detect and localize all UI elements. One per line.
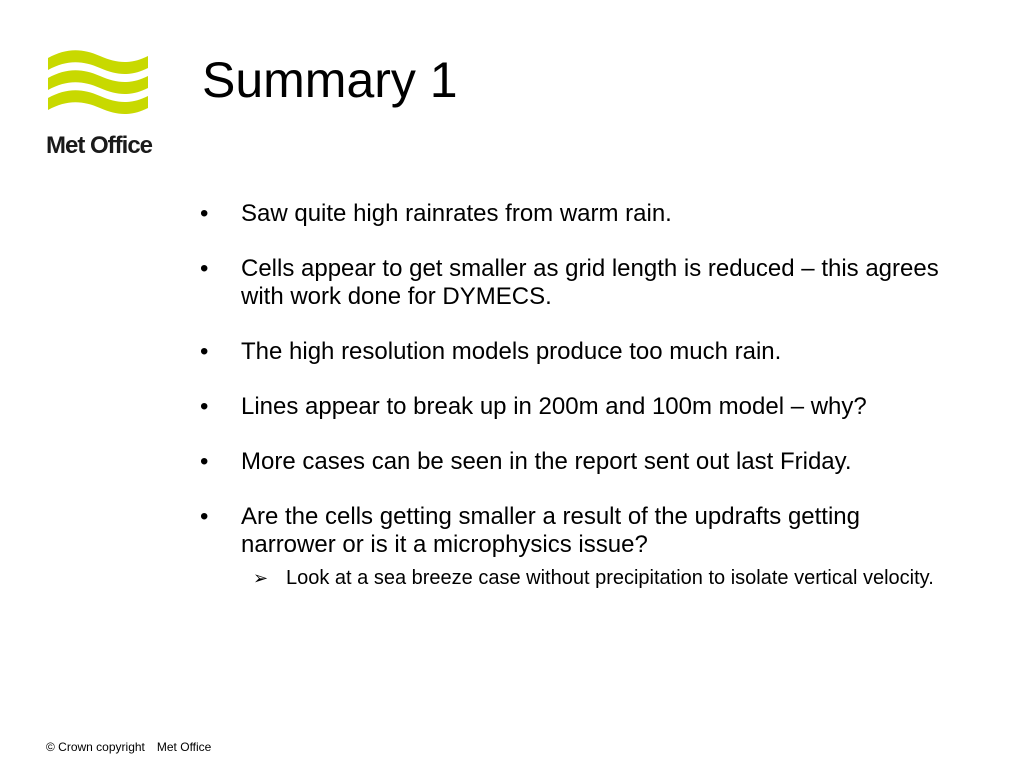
bullet-text: Saw quite high rainrates from warm rain. [241,200,672,227]
slide-title: Summary 1 [202,52,458,108]
bullet-item [200,448,960,476]
bullet-marker: • [200,255,209,282]
bullet-item [200,200,960,228]
bullet-list [200,200,960,591]
arrow-bullet-icon: ➢ [253,568,269,588]
bullet-text: Cells appear to get smaller as grid length is reduced – this agrees with work done for DYMECS. [241,255,939,310]
bullet-marker: • [200,448,209,475]
footer-organisation: Met Office [156,740,212,754]
bullet-text: More cases can be seen in the report sent out last Friday. [241,448,852,475]
bullet-marker: • [200,503,209,530]
bullet-text: Are the cells getting smaller a result of the updrafts getting narrower or is it a microphysics issue? [241,503,860,558]
met-office-logo [46,50,172,162]
met-office-waves-icon [48,50,148,126]
logo-wordmark: Met Office [46,132,153,159]
bullet-marker: • [200,200,209,227]
bullet-item [200,255,960,311]
footer [46,739,211,755]
bullet-item [200,393,960,421]
bullet-marker: • [200,338,209,365]
copyright-text: © Crown copyright [46,740,145,754]
bullet-text: Lines appear to break up in 200m and 100m model – why? [241,393,867,420]
bullet-item [200,338,960,366]
bullet-marker: • [200,393,209,420]
bullet-item [200,503,960,591]
sub-bullet-item [241,565,960,591]
sub-bullet-text: Look at a sea breeze case without precipitation to isolate vertical velocity. [286,567,934,589]
sub-bullet-list [241,565,960,591]
bullet-text: The high resolution models produce too much rain. [241,338,782,365]
